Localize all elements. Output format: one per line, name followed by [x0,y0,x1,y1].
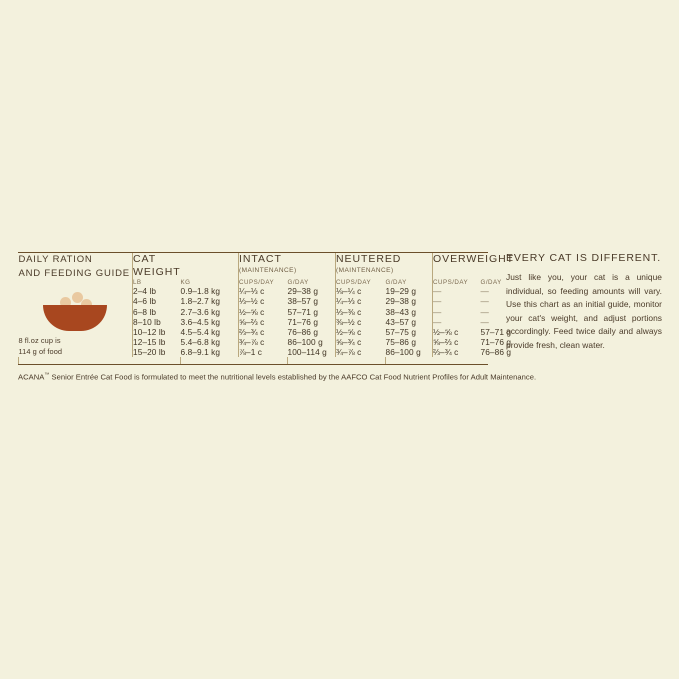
cell-intact-g: 71–76 g [287,316,319,327]
feeding-guide-body [18,252,662,365]
cell-lb: 12–15 lb [133,337,181,347]
cell-overweight-cups: — [433,286,481,296]
cell-intact-cups: ⅔–¾ c [239,327,288,337]
cell-overweight-g: — [480,316,489,327]
cell-kg: 1.8–2.7 kg [180,296,221,307]
bowl-base-icon [43,305,107,331]
ration-title [19,253,133,281]
unit-neutered-cups: CUPS/DAY [336,279,386,286]
header-neutered-sub: (MAINTENANCE) [336,267,394,275]
header-cat-weight [133,253,239,279]
brand-name: ACANA [18,372,45,382]
cell-neutered-g: 19–29 g [385,286,417,297]
cell-intact-cups: ⅓–½ c [239,296,288,306]
unit-lb: LB [133,279,181,286]
cell-neutered-cups: ¾–⅞ c [336,347,386,357]
cell-intact-cups: ½–⅝ c [239,307,288,317]
aafco-footnote [18,372,662,382]
cell-lb: 15–20 lb [133,347,181,357]
cell-intact-g: 57–71 g [287,306,319,317]
cell-kg: 5.4–6.8 kg [180,336,221,347]
cell-overweight-g: 71–76 g [480,336,512,347]
cell-neutered-g: 75–86 g [385,336,417,347]
unit-kg: KG [180,279,191,287]
cup-note-line2: 114 g of food [18,346,63,356]
cell-intact-cups: ¾–⅞ c [239,337,288,347]
cell-kg: 3.6–4.5 kg [180,316,221,327]
section-body: Just like you, your cat is a unique individual, so feeding amounts will vary. Use this chart as an initial guide, monitor your cat's weight, and adjust portions accordingly. Feed twice daily and always provide fresh, clean water. [506,272,662,351]
table-header-row [19,253,525,279]
cell-overweight-g: — [480,306,489,317]
cell-intact-g: 29–38 g [287,286,319,297]
cell-intact-cups: ¼–⅓ c [239,286,288,296]
cell-overweight-g: 76–86 g [480,346,512,357]
cell-intact-g: 86–100 g [287,336,323,347]
cell-overweight-cups: ⅔–¾ c [433,347,481,357]
cell-neutered-g: 43–57 g [385,316,417,327]
section-title: EVERY CAT IS DIFFERENT. [506,252,662,264]
cell-neutered-cups: ⅜–½ c [336,317,386,327]
cell-neutered-cups: ¼–⅓ c [336,296,386,306]
cell-neutered-g: 86–100 g [385,346,421,357]
unit-neutered-g: G/DAY [385,279,407,287]
cell-lb: 2–4 lb [133,286,181,296]
cell-overweight-g: — [480,296,489,307]
footnote-text: Senior Entrée Cat Food is formulated to meet the nutritional levels established by the AAFCO Cat Food Nutrient Profiles for Adult Maintenance. [49,372,537,382]
unit-overweight-cups: CUPS/DAY [433,279,481,286]
cell-neutered-g: 38–43 g [385,306,417,317]
cell-lb: 8–10 lb [133,317,181,327]
feeding-table-area [18,252,515,365]
cell-overweight-cups: ½–⅝ c [433,327,481,337]
cell-neutered-cups: ⅛–¼ c [336,286,386,296]
cell-lb: 4–6 lb [133,296,181,306]
header-intact-label: INTACT [239,253,282,265]
cell-intact-g: 100–114 g [287,346,327,357]
header-overweight-label: OVERWEIGHT [433,253,515,265]
feeding-guide-panel [18,252,662,381]
cell-kg: 2.7–3.6 kg [180,306,221,317]
ration-title-line2: AND FEEDING GUIDE [18,267,130,279]
cell-lb: 6–8 lb [133,307,181,317]
unit-intact-cups: CUPS/DAY [239,279,288,286]
cell-neutered-cups: ½–⅝ c [336,327,386,337]
cell-neutered-g: 57–75 g [385,326,417,337]
cell-intact-g: 38–57 g [287,296,319,307]
cell-neutered-cups: ⅓–⅜ c [336,307,386,317]
cell-lb: 10–12 lb [133,327,181,337]
cup-note-line1: 8 fl.oz cup is [18,335,61,345]
header-neutered [336,253,433,279]
cell-kg: 6.8–9.1 kg [180,346,221,357]
unit-overweight-g: G/DAY [480,279,502,287]
header-intact [239,253,336,279]
cell-overweight-cups: — [433,317,481,327]
header-cat-weight-line1: CAT [133,253,157,265]
feeding-table [18,253,525,364]
cell-kg: 0.9–1.8 kg [180,286,221,297]
unit-intact-g: G/DAY [287,279,309,287]
table-spacer-row [19,357,525,364]
cell-neutered-g: 29–38 g [385,296,417,307]
cell-intact-g: 76–86 g [287,326,319,337]
cup-note [19,335,133,357]
ration-panel-cell [19,253,133,357]
cell-overweight-cups: — [433,307,481,317]
header-neutered-label: NEUTERED [336,253,402,265]
header-cat-weight-line2: WEIGHT [133,266,181,279]
header-intact-sub: (MAINTENANCE) [239,267,297,275]
ration-title-line1: DAILY RATION [18,254,93,265]
cell-neutered-cups: ⅝–¾ c [336,337,386,347]
trademark-symbol: ™ [44,371,50,378]
food-bowl-icon [43,291,107,331]
cell-overweight-g: — [480,286,489,297]
every-cat-is-different-section [488,252,662,365]
cell-overweight-cups: — [433,296,481,306]
cell-intact-cups: ⅞–1 c [239,347,288,357]
cell-intact-cups: ⅝–⅔ c [239,317,288,327]
cell-overweight-g: 57–71 g [480,326,512,337]
cell-kg: 4.5–5.4 kg [180,326,221,337]
cell-overweight-cups: ⅝–⅔ c [433,337,481,347]
